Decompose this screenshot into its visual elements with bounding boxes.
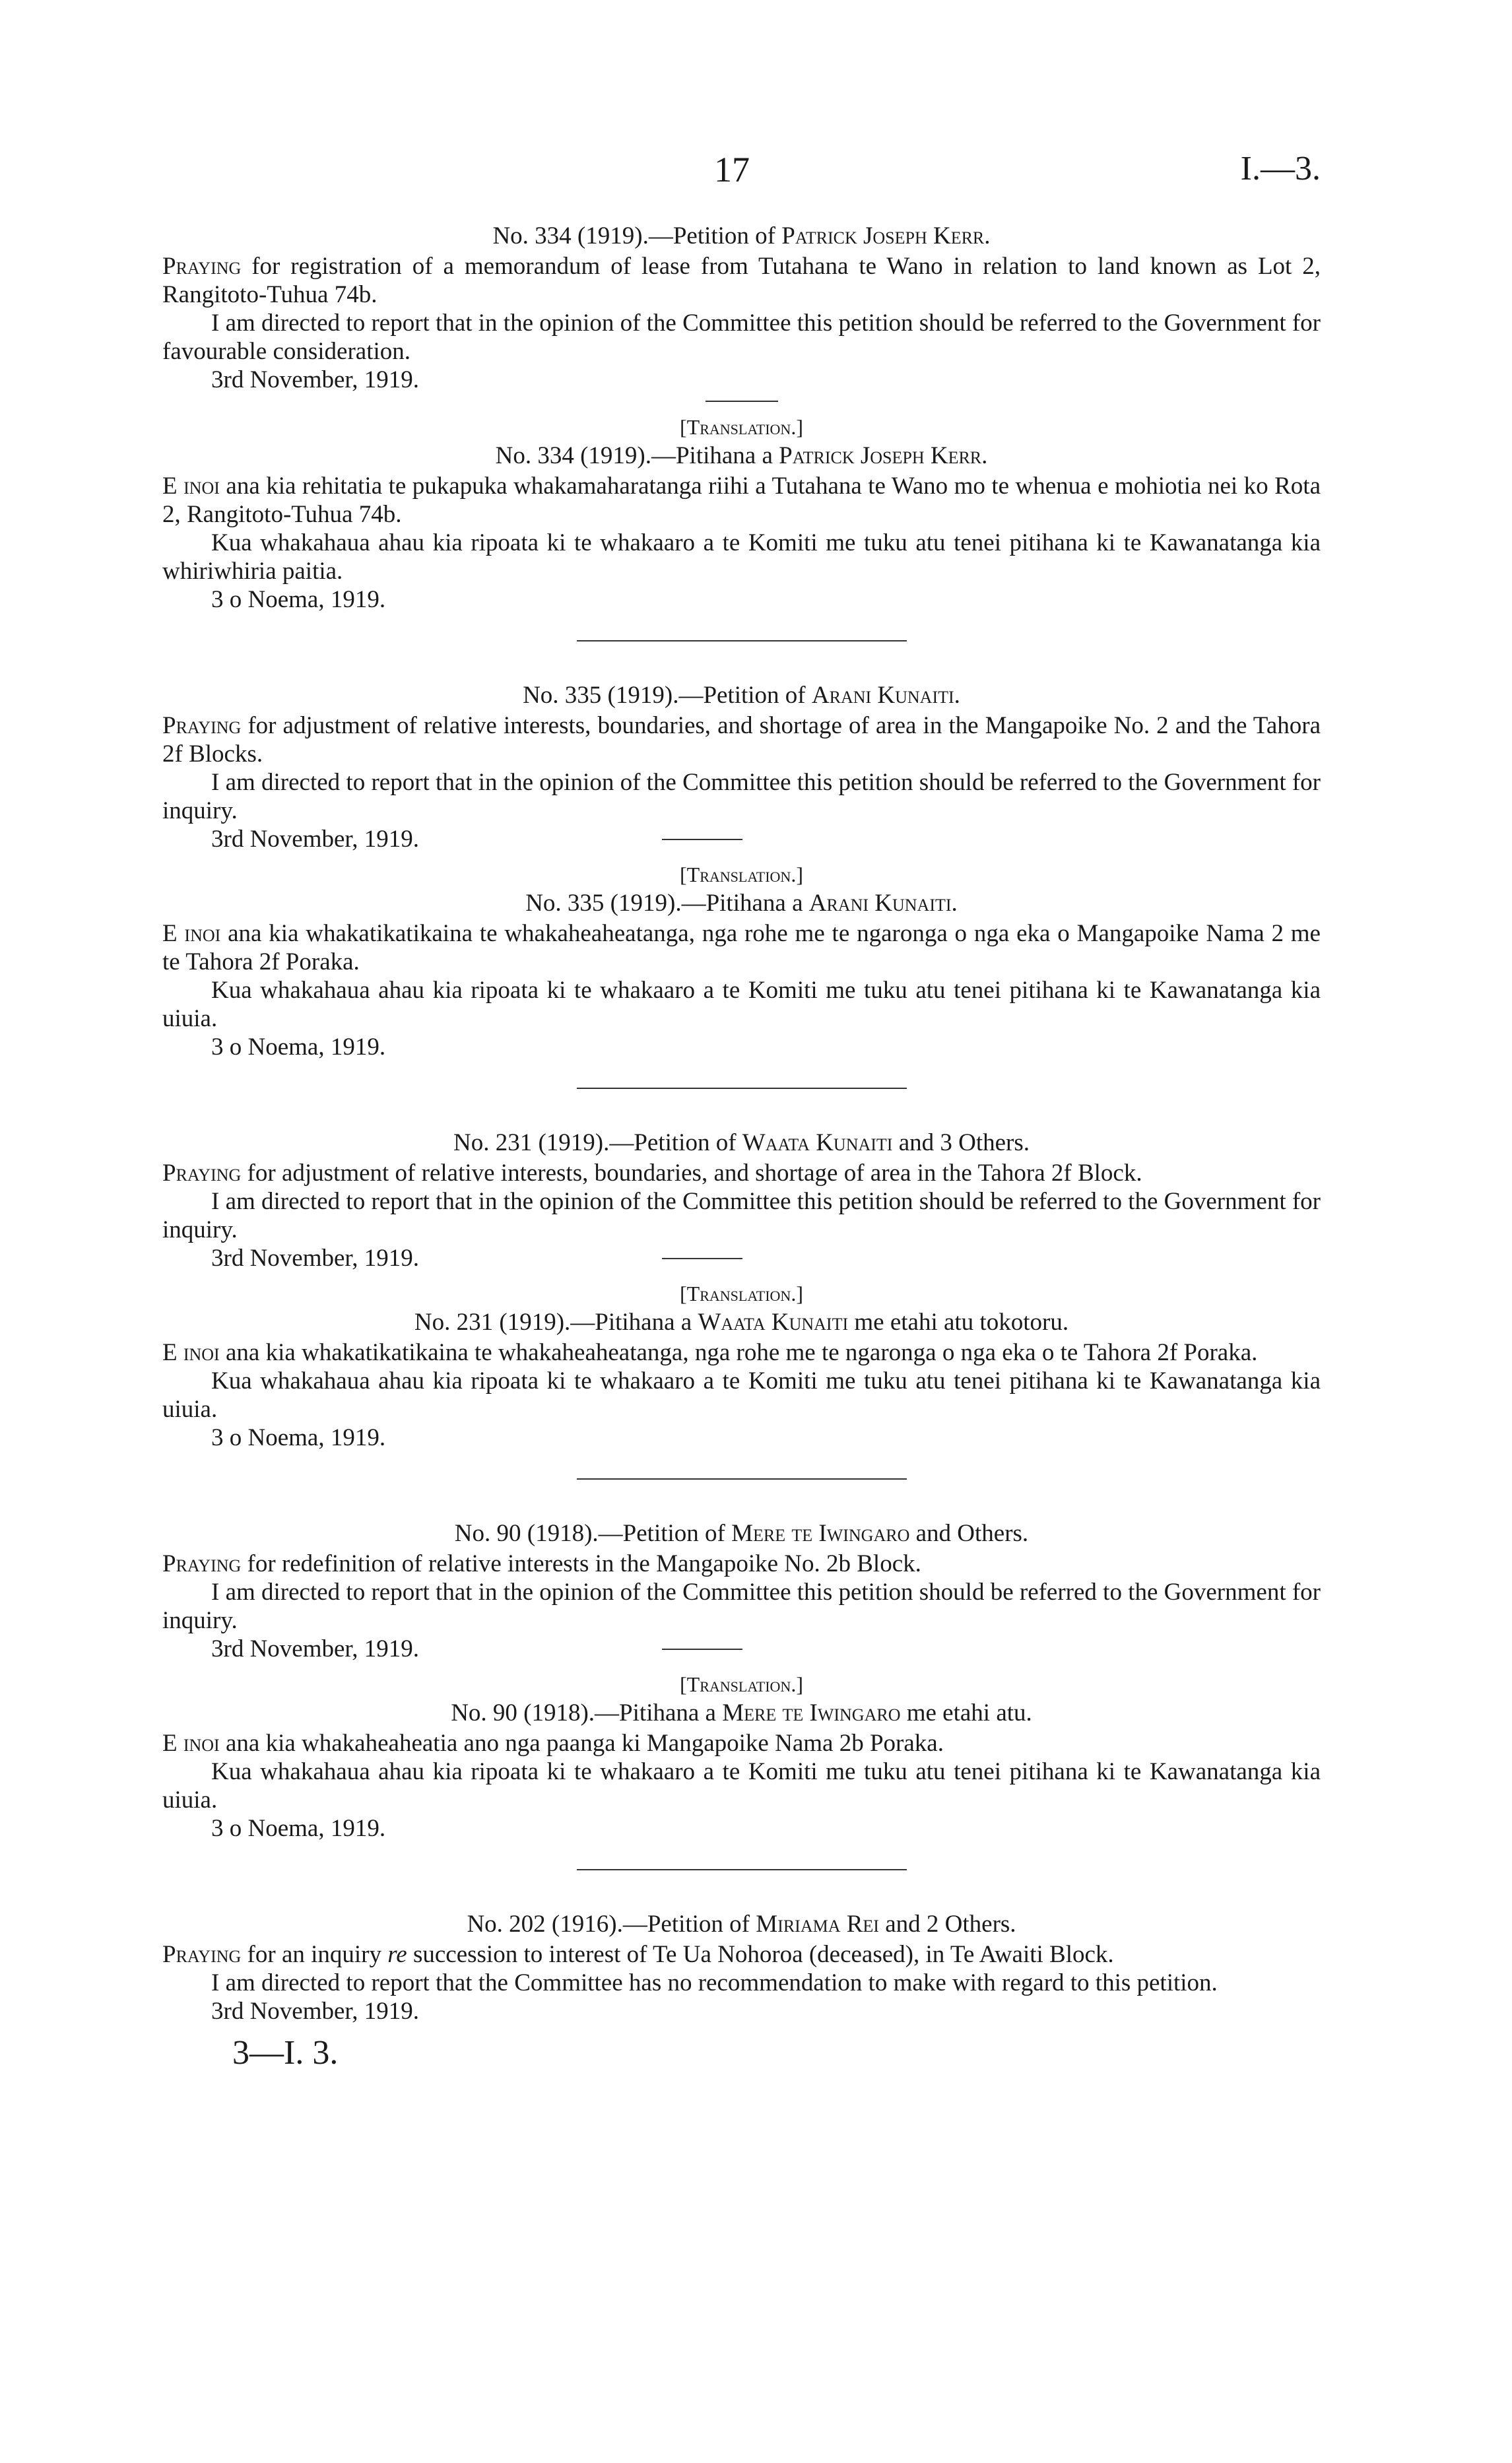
translation-label: [Translation.] bbox=[680, 863, 803, 886]
petition-heading: No. 334 (1919).—Petition of Patrick Joseph Kerr. bbox=[492, 222, 991, 249]
translation-praying: E inoi ana kia whakatikatikaina te whakaheaheatanga, nga rohe me te ngaronga o nga eka o Mangapoike Nama 2 me te Tahora 2f Poraka. bbox=[162, 920, 1321, 975]
translation-praying: E inoi ana kia whakaheaheatia ano nga paanga ki Mangapoike Nama 2b Poraka. bbox=[162, 1730, 944, 1757]
translation-date: 3 o Noema, 1919. bbox=[211, 1815, 386, 1842]
petition-202 bbox=[162, 1910, 1321, 2025]
petitioner-name: Waata Kunaiti bbox=[698, 1309, 849, 1336]
petitioner-name: Miriama Rei bbox=[756, 1911, 879, 1938]
report-date: 3rd November, 1919. bbox=[211, 1635, 420, 1662]
translation-date: 3 o Noema, 1919. bbox=[211, 586, 386, 613]
translation-label: [Translation.] bbox=[680, 415, 803, 439]
date-row bbox=[162, 825, 1321, 853]
petition-334 bbox=[162, 222, 1321, 614]
section-divider bbox=[577, 1869, 907, 1870]
translation-report: Kua whakahaua ahau kia ripoata ki te whakaaro a te Komiti me tuku atu tenei pitihana ki te Kawanatanga kia uiuia. bbox=[162, 977, 1321, 1032]
page-content bbox=[162, 222, 1321, 2072]
footer-reference: 3—I. 3. bbox=[232, 2034, 339, 2072]
translation-report: Kua whakahaua ahau kia ripoata ki te whakaaro a te Komiti me tuku atu tenei pitihana ki te Kawanatanga kia whiriwhiria paitia. bbox=[162, 529, 1321, 585]
translation-heading: No. 335 (1919).—Pitihana a Arani Kunaiti. bbox=[525, 890, 958, 917]
translation-date: 3 o Noema, 1919. bbox=[211, 1034, 386, 1061]
report-date: 3rd November, 1919. bbox=[211, 1998, 420, 2025]
petitioner-name: Patrick Joseph Kerr. bbox=[779, 442, 988, 469]
translation-praying: E inoi ana kia rehitatia te pukapuka whakamaharatanga riihi a Tutahana te Wano mo te whenua e mohiotia nei ko Rota 2, Rangitoto-Tuhua 74b. bbox=[162, 473, 1321, 528]
translation-report: Kua whakahaua ahau kia ripoata ki te whakaaro a te Komiti me tuku atu tenei pitihana ki te Kawanatanga kia uiuia. bbox=[162, 1367, 1321, 1423]
petitioner-name: Mere te Iwingaro bbox=[731, 1520, 910, 1547]
committee-report: I am directed to report that in the opinion of the Committee this petition should be referred to the Government for favourable consideration. bbox=[162, 310, 1321, 365]
petition-335 bbox=[162, 681, 1321, 1061]
section-divider bbox=[577, 640, 907, 641]
petitioner-name: Arani Kunaiti. bbox=[808, 890, 958, 917]
committee-report: I am directed to report that the Committee has no recommendation to make with regard to this petition. bbox=[211, 1969, 1218, 1996]
petitioner-name: Mere te Iwingaro bbox=[722, 1699, 901, 1726]
short-divider bbox=[662, 1649, 742, 1650]
page-number: 17 bbox=[714, 150, 750, 189]
report-date: 3rd November, 1919. bbox=[211, 366, 420, 393]
praying-paragraph: Praying for adjustment of relative interests, boundaries, and shortage of area in the Tahora 2f Block. bbox=[162, 1160, 1142, 1187]
petition-231 bbox=[162, 1129, 1321, 1452]
petitioner-name: Waata Kunaiti bbox=[742, 1129, 893, 1156]
praying-paragraph: Praying for registration of a memorandum of lease from Tutahana te Wano in relation to land known as Lot 2, Rangitoto-Tuhua 74b. bbox=[162, 253, 1321, 308]
date-row bbox=[162, 1635, 1321, 1663]
short-divider bbox=[662, 1258, 742, 1259]
committee-report: I am directed to report that in the opinion of the Committee this petition should be referred to the Government for inquiry. bbox=[162, 769, 1321, 824]
petition-heading: No. 231 (1919).—Petition of Waata Kunaiti and 3 Others. bbox=[453, 1129, 1030, 1156]
section-divider bbox=[577, 1478, 907, 1480]
petitioner-name: Patrick Joseph Kerr. bbox=[781, 222, 991, 249]
petitioner-name: Arani Kunaiti. bbox=[811, 682, 960, 709]
date-row bbox=[162, 1244, 1321, 1272]
document-reference: I.—3. bbox=[1240, 150, 1321, 187]
praying-paragraph: Praying for an inquiry re succession to interest of Te Ua Nohoroa (deceased), in Te Awaiti Block. bbox=[162, 1941, 1114, 1968]
short-divider bbox=[662, 839, 742, 840]
translation-date: 3 o Noema, 1919. bbox=[211, 1424, 386, 1451]
report-date: 3rd November, 1919. bbox=[211, 826, 420, 853]
petition-90 bbox=[162, 1519, 1321, 1843]
petition-heading: No. 202 (1916).—Petition of Miriama Rei and 2 Others. bbox=[467, 1911, 1016, 1938]
praying-paragraph: Praying for adjustment of relative interests, boundaries, and shortage of area in the Mangapoike No. 2 and the Tahora 2f Blocks. bbox=[162, 712, 1321, 768]
committee-report: I am directed to report that in the opinion of the Committee this petition should be referred to the Government for inquiry. bbox=[162, 1579, 1321, 1634]
translation-label: [Translation.] bbox=[680, 1672, 803, 1696]
translation-heading: No. 231 (1919).—Pitihana a Waata Kunaiti me etahi atu tokotoru. bbox=[414, 1309, 1069, 1336]
translation-label: [Translation.] bbox=[680, 1282, 803, 1305]
petition-heading: No. 335 (1919).—Petition of Arani Kunaiti. bbox=[523, 682, 960, 709]
translation-heading: No. 334 (1919).—Pitihana a Patrick Joseph Kerr. bbox=[495, 442, 988, 469]
short-divider bbox=[706, 401, 778, 402]
translation-report: Kua whakahaua ahau kia ripoata ki te whakaaro a te Komiti me tuku atu tenei pitihana ki te Kawanatanga kia uiuia. bbox=[162, 1758, 1321, 1814]
committee-report: I am directed to report that in the opinion of the Committee this petition should be referred to the Government for inquiry. bbox=[162, 1188, 1321, 1243]
section-divider bbox=[577, 1088, 907, 1089]
praying-paragraph: Praying for redefinition of relative interests in the Mangapoike No. 2b Block. bbox=[162, 1550, 921, 1577]
petition-heading: No. 90 (1918).—Petition of Mere te Iwingaro and Others. bbox=[454, 1520, 1029, 1547]
translation-heading: No. 90 (1918).—Pitihana a Mere te Iwingaro me etahi atu. bbox=[451, 1699, 1032, 1726]
translation-praying: E inoi ana kia whakatikatikaina te whakaheaheatanga, nga rohe me te ngaronga o nga eka o te Tahora 2f Poraka. bbox=[162, 1339, 1258, 1366]
report-date: 3rd November, 1919. bbox=[211, 1245, 420, 1272]
